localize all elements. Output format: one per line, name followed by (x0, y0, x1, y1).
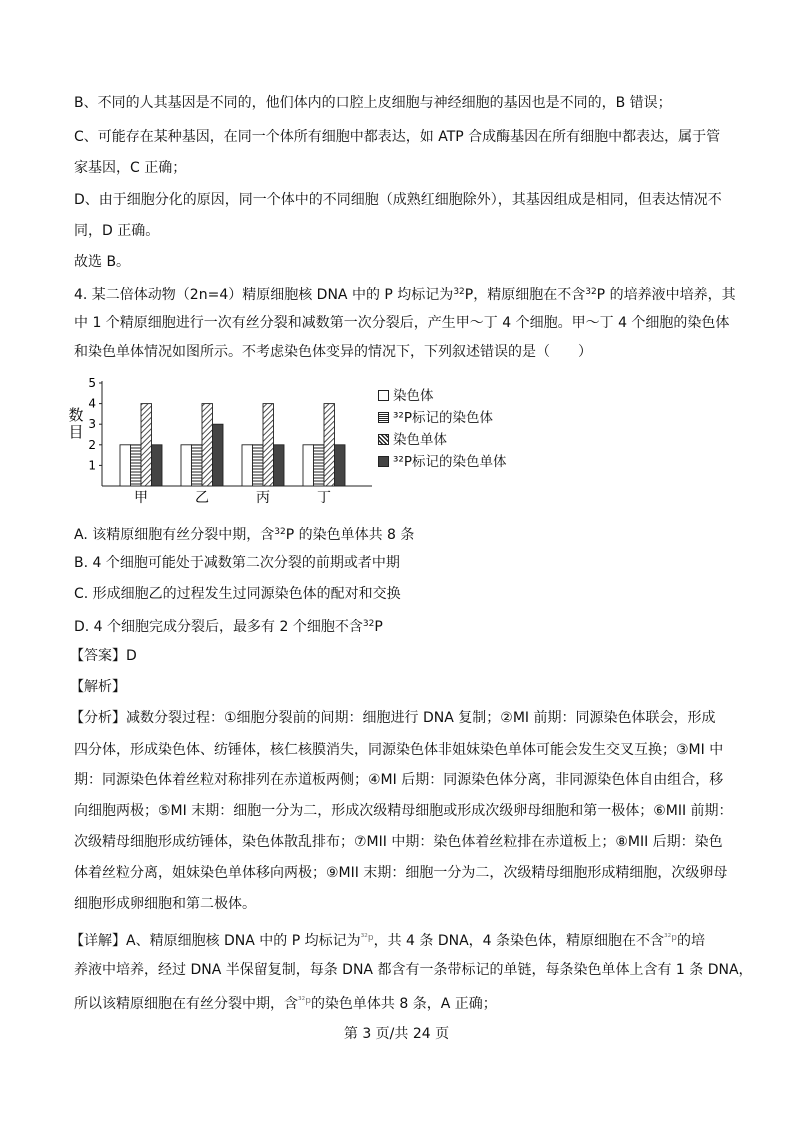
text-line: 和染色单体情况如图所示。不考虑染色体变异的情况下，下列叙述错误的是（ ） (74, 344, 592, 360)
text-span: 的培 (676, 933, 705, 949)
text-line: 向细胞两极；⑤MI 末期：细胞一分为二，形成次级精母细胞或形成次级卵母细胞和第一极体；⑥MII 前期： (74, 803, 733, 819)
y-axis-label: 目 (68, 423, 84, 441)
bar (303, 445, 314, 486)
bar-chart (66, 372, 378, 504)
bar (324, 404, 335, 486)
x-tick-label: 丙 (256, 490, 270, 504)
legend-item (378, 430, 538, 450)
bar (213, 424, 224, 486)
superscript: ³²p (298, 996, 311, 1006)
option-b: B. 4 个细胞可能处于减数第二次分裂的前期或者中期 (74, 555, 400, 571)
bar (181, 445, 192, 486)
option-d (74, 614, 383, 637)
text-line: B、不同的人其基因是不同的，他们体内的口腔上皮细胞与神经细胞的基因也是不同的，B 错误； (74, 95, 672, 111)
text-span: P 的染色单体共 8 条 (285, 527, 415, 543)
question-4-line1 (74, 282, 736, 305)
bar (314, 445, 325, 486)
bar (253, 445, 264, 486)
analysis-label: 【解析】 (70, 679, 126, 695)
legend-label: ³²P标记的染色单体 (393, 454, 507, 470)
text-line: 同，D 正确。 (74, 223, 160, 239)
y-tick-label: 4 (88, 396, 96, 411)
legend-swatch (378, 390, 389, 401)
x-tick-label: 乙 (195, 490, 209, 504)
bar (242, 445, 253, 486)
answer-label: 【答案】D (70, 648, 137, 664)
text-line: D、由于细胞分化的原因，同一个体中的不同细胞（成熟红细胞除外），其基因组成是相同，但表达情况不 (74, 192, 722, 208)
legend-swatch (378, 434, 389, 445)
bar (192, 445, 203, 486)
text-line: 养液中培养，经过 DNA 半保留复制，每条 DNA 都含有一条带标记的单链，每条染色单体上含有 1 条 DNA， (74, 962, 753, 978)
page-footer: 第 3 页/共 24 页 (343, 1026, 450, 1042)
text-span: 所以该精原细胞在有丝分裂中期，含 (74, 996, 298, 1012)
bar (202, 404, 213, 486)
bar (141, 404, 152, 486)
y-tick-label: 2 (88, 437, 96, 452)
bar (120, 445, 131, 486)
superscript: 32 (453, 287, 465, 297)
bar (274, 445, 285, 486)
legend-label: ³²P标记的染色体 (393, 410, 493, 426)
bar (263, 404, 274, 486)
superscript: ³²p (360, 933, 374, 943)
legend-item (378, 386, 538, 406)
text-span: P (374, 619, 383, 635)
legend-item (378, 408, 538, 428)
text-line: 次级精母细胞形成纺锤体，染色体散乱排布；⑦MII 中期：染色体着丝粒排在赤道板上；⑧MII 后期：染色 (74, 834, 723, 850)
text-span: A. 该精原细胞有丝分裂中期，含 (74, 527, 275, 543)
y-tick-label: 3 (88, 417, 96, 432)
legend-swatch (378, 412, 389, 423)
text-line: 期：同源染色体着丝粒对称排列在赤道板两侧；④MI 后期：同源染色体分离，非同源染色体自由组合，移 (74, 772, 724, 788)
x-tick-label: 丁 (317, 490, 331, 504)
text-span: 的染色单体共 8 条，A 正确； (310, 996, 497, 1012)
text-span: D. 4 个细胞完成分裂后，最多有 2 个细胞不含 (74, 619, 363, 635)
bar (335, 445, 346, 486)
legend-swatch (378, 456, 389, 467)
text-line: C、可能存在某种基因，在同一个体所有细胞中都表达，如 ATP 合成酶基因在所有细胞中都表达，属于管 (74, 129, 721, 145)
y-axis-label: 数 (68, 406, 84, 424)
option-c: C. 形成细胞乙的过程发生过同源染色体的配对和交换 (74, 586, 401, 602)
y-tick-label: 5 (88, 376, 96, 390)
text-span: 【详解】A、精原细胞核 DNA 中的 P 均标记为 (70, 933, 361, 949)
text-line: 细胞形成卵细胞和第二极体。 (74, 896, 256, 912)
bar (152, 445, 163, 486)
x-tick-label: 甲 (134, 490, 148, 504)
bar (131, 445, 142, 486)
legend-label: 染色体 (393, 388, 434, 404)
text-span: ，共 4 条 DNA，4 条染色体，精原细胞在不含 (373, 933, 665, 949)
superscript: ³²p (664, 933, 677, 943)
text-span: 4. 某二倍体动物（2n=4）精原细胞核 DNA 中的 P 均标记为 (74, 287, 454, 303)
text-line: 体着丝粒分离，姐妹染色单体移向两极；⑨MII 末期：细胞一分为二，次级精母细胞形成精细胞，次级卵母 (74, 865, 728, 881)
detail-line3 (74, 991, 497, 1014)
superscript: 32 (274, 527, 286, 537)
option-a (74, 522, 414, 545)
y-tick-label: 1 (88, 458, 96, 473)
legend-label: 染色单体 (393, 432, 447, 448)
text-line: 故选 B。 (74, 254, 131, 270)
legend-item (378, 452, 538, 472)
detail-line1 (70, 928, 705, 951)
text-span: P 的培养液中培养，其 (596, 287, 736, 303)
text-line: 四分体，形成染色体、纺锤体，核仁核膜消失，同源染色体非姐妹染色单体可能会发生交叉互换；③MI 中 (74, 742, 724, 758)
text-line: 中 1 个精原细胞进行一次有丝分裂和减数第一次分裂后，产生甲～丁 4 个细胞。甲～丁 4 个细胞的染色体 (74, 315, 730, 331)
text-line: 家基因，C 正确； (74, 160, 187, 176)
superscript: 32 (362, 619, 375, 629)
text-span: P，精原细胞在不含 (464, 287, 586, 303)
superscript: 32 (585, 287, 597, 297)
text-line: 【分析】减数分裂过程：①细胞分裂前的间期：细胞进行 DNA 复制；②MI 前期：同源染色体联会，形成 (70, 710, 716, 726)
